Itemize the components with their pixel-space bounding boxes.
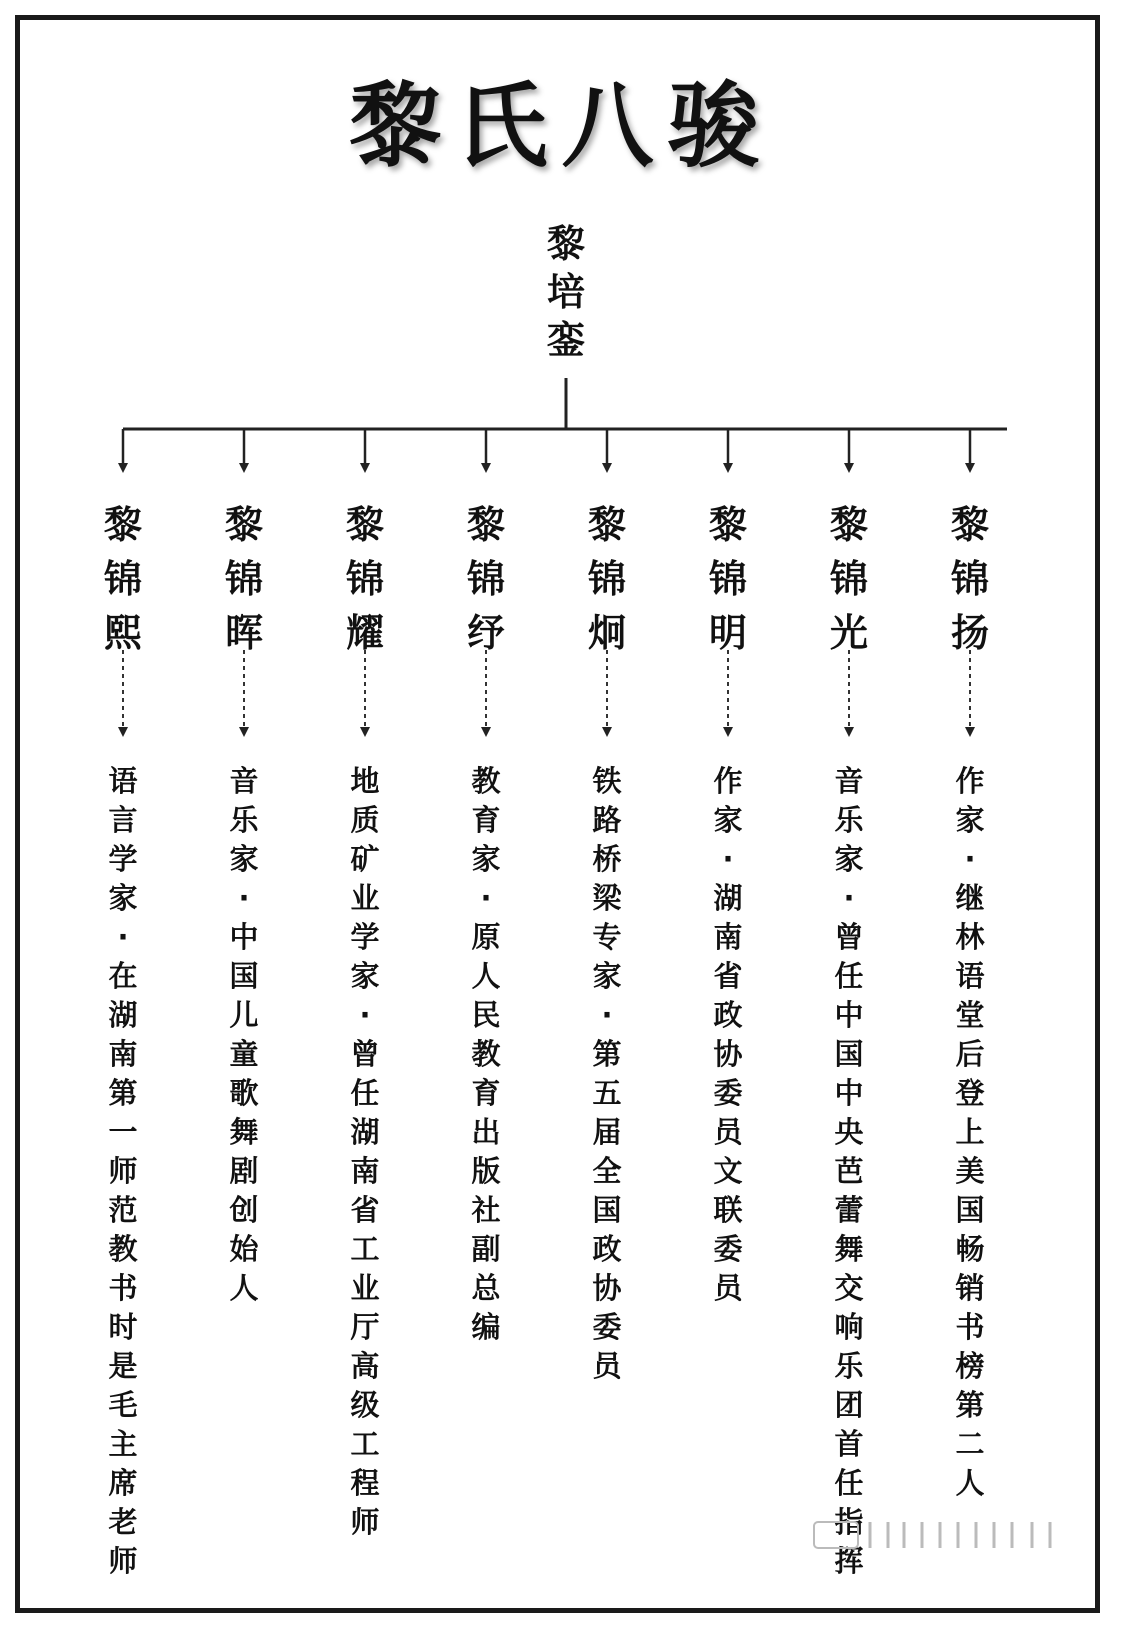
watermark-logo bbox=[800, 1510, 1080, 1560]
child-description-8: 作家·继林语堂后登上美国畅销书榜第二人 bbox=[955, 764, 985, 1500]
child-name-4: 黎锦纾 bbox=[466, 503, 505, 655]
child-name-2: 黎锦晖 bbox=[224, 503, 263, 655]
child-description-3: 地质矿业学家· 曾任湖南省工业厅高级工程师 bbox=[350, 764, 380, 1539]
child-name-6: 黎锦明 bbox=[708, 503, 747, 655]
child-name-1: 黎锦熙 bbox=[103, 503, 142, 655]
child-description-5: 铁路桥梁专家·第五届全国政协委员 bbox=[592, 764, 622, 1383]
child-name-8: 黎锦扬 bbox=[950, 503, 989, 655]
child-description-1: 语言学家·在湖南第一师范教书时是毛主席老师 bbox=[108, 764, 138, 1578]
child-description-2: 音乐家·中国儿童歌舞剧创始人 bbox=[229, 764, 259, 1305]
child-name-7: 黎锦光 bbox=[829, 503, 868, 655]
child-name-3: 黎锦耀 bbox=[345, 503, 384, 655]
root-name: 黎培銮 bbox=[546, 222, 585, 362]
child-description-6: 作家·湖南省政协委员文联委员 bbox=[713, 764, 743, 1305]
child-description-7: 音乐家·曾任中国中央芭蕾舞交响乐团首任指挥 bbox=[834, 764, 864, 1578]
child-description-4: 教育家·原人民教育出版社副总编 bbox=[471, 764, 501, 1344]
page-title: 黎氏八骏 bbox=[349, 72, 774, 180]
child-name-5: 黎锦炯 bbox=[587, 503, 626, 655]
